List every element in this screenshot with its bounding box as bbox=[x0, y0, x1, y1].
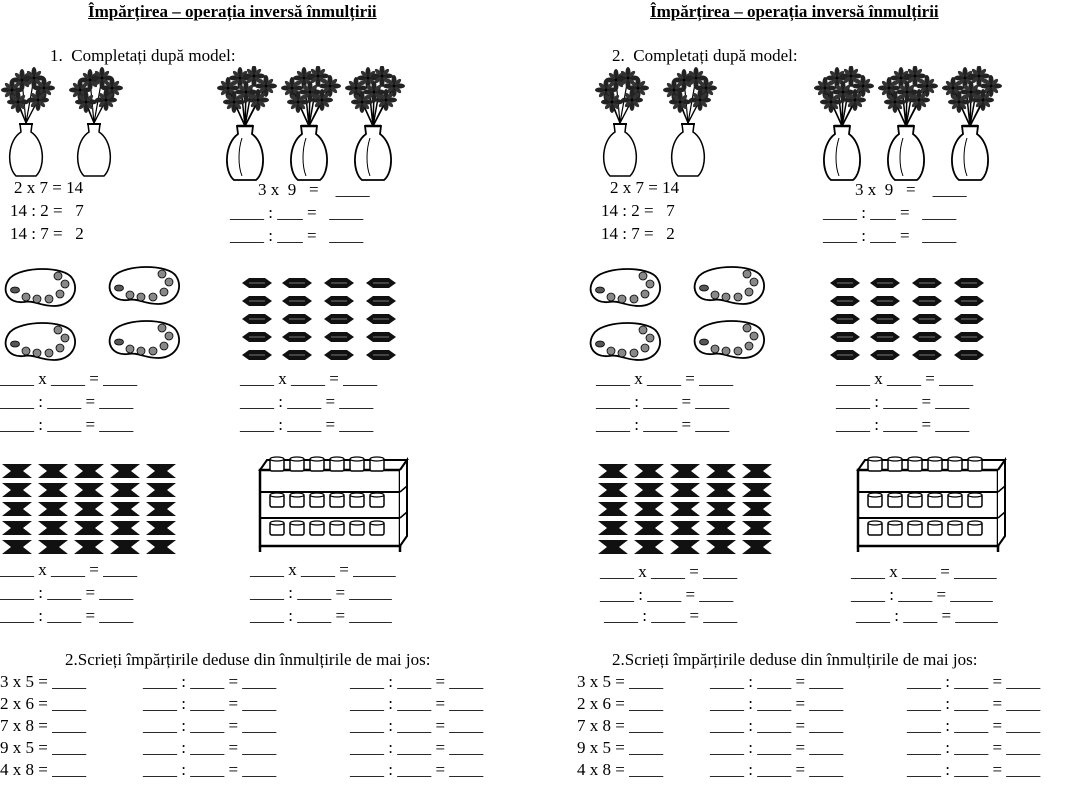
section-2-title: 2.Scrieți împărțirile deduse din înmulțirile de mai jos: bbox=[612, 650, 978, 669]
fish-div-blank-2[interactable]: ____ : ____ = ____ bbox=[240, 415, 374, 434]
model-line-1: 2 x 7 = 14 bbox=[610, 178, 680, 197]
exercise-1-title: 1. Completați după model: bbox=[50, 46, 236, 65]
division-blank[interactable]: ____ : ____ = ____ bbox=[350, 694, 484, 713]
palettes-mult-blank[interactable]: ____ x ____ = ____ bbox=[596, 369, 734, 388]
division-blank[interactable]: ____ : ____ = ____ bbox=[710, 672, 844, 691]
three-vases-image bbox=[813, 66, 1013, 181]
bowtie-div-blank-2[interactable]: ____ : ____ = ____ bbox=[0, 606, 134, 625]
bowtie-div-blank-1[interactable]: ____ : ____ = ____ bbox=[600, 585, 734, 604]
palettes-image bbox=[585, 264, 775, 366]
division-blank[interactable]: ____ : ____ = ____ bbox=[710, 760, 844, 779]
palettes-div-blank-2[interactable]: ____ : ____ = ____ bbox=[0, 415, 134, 434]
product-row-4[interactable]: 9 x 5 = ____ bbox=[577, 738, 664, 757]
palettes-div-blank-2[interactable]: ____ : ____ = ____ bbox=[596, 415, 730, 434]
cup-shelf-image bbox=[850, 454, 1015, 556]
cup-shelf-image bbox=[252, 454, 417, 556]
product-row-1[interactable]: 3 x 5 = ____ bbox=[577, 672, 664, 691]
product-row-2[interactable]: 2 x 6 = ____ bbox=[0, 694, 87, 713]
bowtie-div-blank-1[interactable]: ____ : ____ = ____ bbox=[0, 583, 134, 602]
palettes-mult-blank[interactable]: ____ x ____ = ____ bbox=[0, 369, 138, 388]
division-blank[interactable]: ____ : ____ = ____ bbox=[143, 694, 277, 713]
model-line-2: 14 : 2 = 7 bbox=[601, 201, 675, 220]
shelf-div-blank-2[interactable]: ____ : ____ = _____ bbox=[250, 606, 392, 625]
palettes-image bbox=[0, 264, 190, 366]
shelf-mult-blank[interactable]: ____ x ____ = _____ bbox=[851, 562, 997, 581]
product-row-5[interactable]: 4 x 8 = ____ bbox=[0, 760, 87, 779]
model-line-3: 14 : 7 = 2 bbox=[601, 224, 675, 243]
division-blank[interactable]: ____ : ____ = ____ bbox=[350, 760, 484, 779]
vases-line-3[interactable]: ____ : ___ = ____ bbox=[823, 226, 957, 245]
product-row-3[interactable]: 7 x 8 = ____ bbox=[577, 716, 664, 735]
division-blank[interactable]: ____ : ____ = ____ bbox=[350, 716, 484, 735]
shelf-div-blank-2[interactable]: ____ : ____ = _____ bbox=[856, 606, 998, 625]
model-line-1: 2 x 7 = 14 bbox=[14, 178, 84, 197]
division-blank[interactable]: ____ : ____ = ____ bbox=[907, 716, 1041, 735]
worksheet-title: Împărțirea – operația inversă înmulțirii bbox=[88, 2, 377, 21]
bowtie-grid-image bbox=[0, 462, 180, 562]
three-vases-image bbox=[216, 66, 416, 181]
division-blank[interactable]: ____ : ____ = ____ bbox=[710, 738, 844, 757]
product-row-5[interactable]: 4 x 8 = ____ bbox=[577, 760, 664, 779]
product-row-4[interactable]: 9 x 5 = ____ bbox=[0, 738, 87, 757]
vases-line-1[interactable]: 3 x 9 = ____ bbox=[855, 180, 967, 199]
model-line-2: 14 : 2 = 7 bbox=[10, 201, 84, 220]
vases-line-2[interactable]: ____ : ___ = ____ bbox=[823, 203, 957, 222]
division-blank[interactable]: ____ : ____ = ____ bbox=[350, 672, 484, 691]
division-blank[interactable]: ____ : ____ = ____ bbox=[143, 760, 277, 779]
bowtie-mult-blank[interactable]: ____ x ____ = ____ bbox=[600, 562, 738, 581]
fish-grid-image bbox=[240, 276, 400, 368]
model-line-3: 14 : 7 = 2 bbox=[10, 224, 84, 243]
palettes-div-blank-1[interactable]: ____ : ____ = ____ bbox=[596, 392, 730, 411]
vases-line-1[interactable]: 3 x 9 = ____ bbox=[258, 180, 370, 199]
two-vases-image bbox=[594, 66, 724, 181]
division-blank[interactable]: ____ : ____ = ____ bbox=[907, 694, 1041, 713]
fish-grid-image bbox=[828, 276, 988, 368]
two-vases-image bbox=[0, 66, 130, 181]
division-blank[interactable]: ____ : ____ = ____ bbox=[907, 672, 1041, 691]
vases-line-2[interactable]: ____ : ___ = ____ bbox=[230, 203, 364, 222]
product-row-2[interactable]: 2 x 6 = ____ bbox=[577, 694, 664, 713]
fish-div-blank-2[interactable]: ____ : ____ = ____ bbox=[836, 415, 970, 434]
division-blank[interactable]: ____ : ____ = ____ bbox=[143, 738, 277, 757]
bowtie-mult-blank[interactable]: ____ x ____ = ____ bbox=[0, 560, 138, 579]
division-blank[interactable]: ____ : ____ = ____ bbox=[143, 672, 277, 691]
product-row-1[interactable]: 3 x 5 = ____ bbox=[0, 672, 87, 691]
bowtie-grid-image bbox=[596, 462, 776, 562]
vases-line-3[interactable]: ____ : ___ = ____ bbox=[230, 226, 364, 245]
fish-div-blank-1[interactable]: ____ : ____ = ____ bbox=[836, 392, 970, 411]
division-blank[interactable]: ____ : ____ = ____ bbox=[710, 694, 844, 713]
fish-mult-blank[interactable]: ____ x ____ = ____ bbox=[836, 369, 974, 388]
section-2-title: 2.Scrieți împărțirile deduse din înmulțirile de mai jos: bbox=[65, 650, 431, 669]
shelf-div-blank-1[interactable]: ____ : ____ = _____ bbox=[851, 585, 993, 604]
division-blank[interactable]: ____ : ____ = ____ bbox=[143, 716, 277, 735]
bowtie-div-blank-2[interactable]: ____ : ____ = ____ bbox=[604, 606, 738, 625]
exercise-2-title: 2. Completați după model: bbox=[612, 46, 798, 65]
division-blank[interactable]: ____ : ____ = ____ bbox=[907, 738, 1041, 757]
division-blank[interactable]: ____ : ____ = ____ bbox=[710, 716, 844, 735]
division-blank[interactable]: ____ : ____ = ____ bbox=[350, 738, 484, 757]
palettes-div-blank-1[interactable]: ____ : ____ = ____ bbox=[0, 392, 134, 411]
shelf-div-blank-1[interactable]: ____ : ____ = _____ bbox=[250, 583, 392, 602]
fish-mult-blank[interactable]: ____ x ____ = ____ bbox=[240, 369, 378, 388]
product-row-3[interactable]: 7 x 8 = ____ bbox=[0, 716, 87, 735]
division-blank[interactable]: ____ : ____ = ____ bbox=[907, 760, 1041, 779]
fish-div-blank-1[interactable]: ____ : ____ = ____ bbox=[240, 392, 374, 411]
shelf-mult-blank[interactable]: ____ x ____ = _____ bbox=[250, 560, 396, 579]
worksheet-title: Împărțirea – operația inversă înmulțirii bbox=[650, 2, 939, 21]
